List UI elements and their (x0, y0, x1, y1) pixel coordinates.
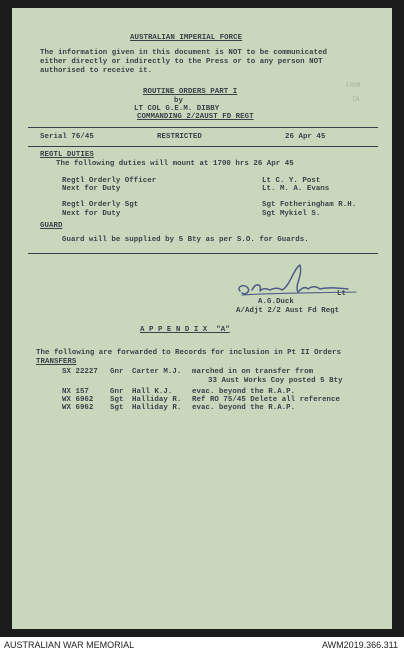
record-detail: evac. beyond the R.A.P. (192, 404, 296, 412)
record-detail: Ref RO 75/45 Delete all reference (192, 396, 341, 404)
appendix-intro: The following are forwarded to Records for inclusion in Pt II Orders (36, 349, 341, 357)
record-number: WX 6962 (62, 396, 94, 404)
duty-name: Sgt Mykiel S. (262, 210, 321, 218)
record-name: Carter M.J. (132, 368, 182, 376)
record-rank: Sgt (110, 404, 124, 412)
record-detail: marched in on transfer from (192, 368, 314, 376)
duty-role: Next for Duty (62, 210, 121, 218)
handwritten-signature (234, 262, 364, 302)
footer-bar (0, 637, 404, 653)
regtl-duties-heading: REGTL DUTIES (40, 151, 94, 159)
document-sheet (12, 8, 392, 629)
faint-stamp-in: IN (352, 96, 360, 103)
orders-command: COMMANDING 2/2AUST FD REGT (137, 113, 254, 121)
duty-role: Regtl Orderly Officer (62, 177, 157, 185)
divider (28, 146, 378, 147)
record-rank: Gnr (110, 388, 124, 396)
orders-title: ROUTINE ORDERS PART I (143, 88, 238, 96)
record-detail: evac. beyond the R.A.P. (192, 388, 296, 396)
record-name: Halliday R. (132, 404, 182, 412)
duty-name: Lt. M. A. Evans (262, 185, 330, 193)
security-notice-line-1: The information given in this document is NOT to be communicated (40, 49, 328, 57)
duty-role: Regtl Orderly Sgt (62, 201, 139, 209)
signature-marker: Lt (337, 290, 346, 298)
signatory-name: A.G.Duck (258, 298, 294, 306)
orders-commander: LT COL G.E.M. DIBBY (134, 105, 220, 113)
faint-stamp-from: FROM (346, 82, 361, 89)
classification: RESTRICTED (157, 133, 202, 141)
record-rank: Sgt (110, 396, 124, 404)
record-number: WX 6962 (62, 404, 94, 412)
duty-name: Sgt Fotheringham R.H. (262, 201, 357, 209)
security-notice-line-2: either directly or indirectly to the Press or to any person NOT (40, 58, 323, 66)
divider (28, 253, 378, 254)
record-name: Hall K.J. (132, 388, 173, 396)
footer-credit: AUSTRALIAN WAR MEMORIAL (4, 640, 135, 650)
record-name: Halliday R. (132, 396, 182, 404)
record-detail: 33 Aust Works Coy posted 5 Bty (208, 377, 343, 385)
divider (28, 127, 378, 128)
signatory-title: A/Adjt 2/2 Aust Fd Regt (236, 307, 340, 315)
record-number: NX 157 (62, 388, 89, 396)
record-rank: Gnr (110, 368, 124, 376)
serial-number: Serial 76/45 (40, 133, 94, 141)
footer-accession-number: AWM2019.366.311 (321, 640, 398, 650)
security-notice-line-3: authorised to receive it. (40, 67, 153, 75)
record-number: SX 22227 (62, 368, 98, 376)
force-heading: AUSTRALIAN IMPERIAL FORCE (130, 34, 243, 42)
transfers-heading: TRANSFERS (36, 358, 77, 366)
orders-by: by (174, 97, 183, 105)
appendix-title: A P P E N D I X "A" (140, 326, 230, 334)
duty-name: Lt C. Y. Post (262, 177, 321, 185)
regtl-duties-intro: The following duties will mount at 1700 hrs 26 Apr 45 (56, 160, 294, 168)
guard-text: Guard will be supplied by 5 Bty as per S.O. for Guards. (62, 236, 309, 244)
guard-heading: GUARD (40, 222, 63, 230)
order-date: 26 Apr 45 (285, 133, 326, 141)
duty-role: Next for Duty (62, 185, 121, 193)
